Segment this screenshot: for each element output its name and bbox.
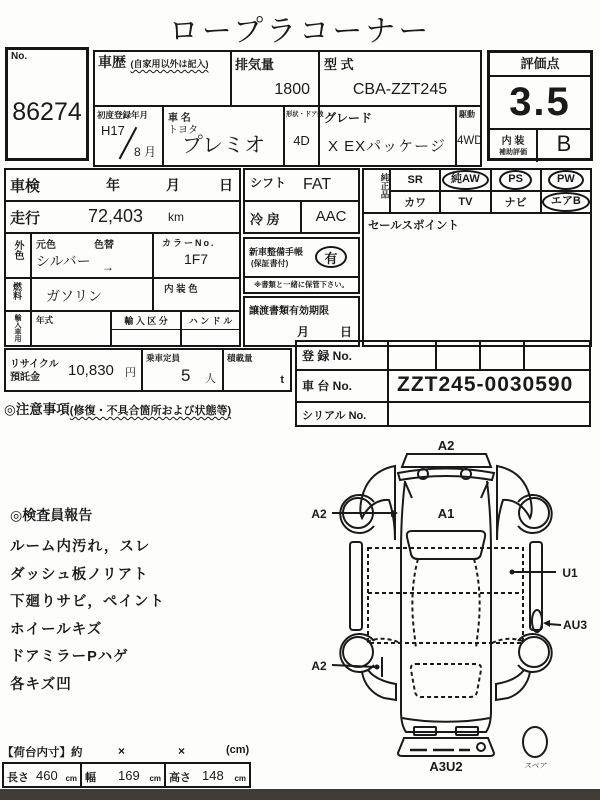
model-code-label: 型 式 bbox=[324, 57, 354, 72]
keep-documents-note: ※書類と一緒に保管下さい。 bbox=[245, 276, 358, 292]
shift-cell bbox=[243, 168, 360, 202]
day-label: 日 bbox=[219, 177, 233, 193]
label-underbody: U1 bbox=[562, 566, 578, 580]
drive-value: 4WD bbox=[457, 135, 483, 147]
au3-marker bbox=[532, 610, 542, 632]
displacement-label: 排気量 bbox=[235, 57, 275, 72]
car-name-value: プレミオ bbox=[181, 134, 266, 157]
score-label: 評価点 bbox=[490, 53, 590, 77]
color-no-value: 1F7 bbox=[183, 251, 209, 267]
mileage-value: 72,403 bbox=[88, 206, 144, 226]
caution-title: ◎注意事項 bbox=[4, 402, 70, 417]
import-class-label: 輸 入 区 分 bbox=[112, 314, 180, 330]
page-title: ロープラコーナー bbox=[168, 15, 432, 48]
maker-name: トヨタ bbox=[168, 125, 198, 136]
equipment-item: 純AW bbox=[441, 170, 491, 190]
orig-color-label: 元色 bbox=[36, 240, 56, 251]
fuel-value: ガソリン bbox=[46, 288, 102, 304]
equipment-item: TV bbox=[441, 192, 491, 212]
interior-score-value: B bbox=[556, 131, 572, 156]
mileage-row bbox=[4, 200, 241, 234]
roof-panel bbox=[402, 454, 491, 467]
exterior-color-row bbox=[4, 232, 241, 279]
cargo-heading: 【荷台内寸】約 bbox=[2, 747, 83, 759]
cargo-width-unit: cm bbox=[149, 774, 161, 783]
label-roof: A2 bbox=[437, 438, 455, 453]
mileage-unit: km bbox=[168, 210, 184, 224]
equipment-item: PW bbox=[542, 170, 590, 190]
color-change-arrow: → bbox=[102, 260, 114, 274]
cargo-width-cell bbox=[80, 762, 166, 788]
transfer-month-label: 月 bbox=[297, 325, 310, 339]
drive-cell bbox=[455, 105, 482, 167]
sales-point-label: セールスポイント bbox=[368, 220, 459, 232]
drive-label: 駆動 bbox=[459, 110, 475, 119]
rear-right-quarter bbox=[496, 670, 530, 700]
inspector-line: ドアミラーPハゲ bbox=[10, 649, 129, 665]
cargo-x2: × bbox=[178, 744, 186, 758]
cargo-height-unit: cm bbox=[234, 774, 246, 783]
caution-sub: (修復・不具合箇所および状態等) bbox=[69, 405, 232, 417]
front-right-door bbox=[497, 466, 532, 540]
capacity-value: 5 bbox=[181, 366, 191, 385]
shift-label: シフト bbox=[250, 176, 287, 190]
interior-label: 内 装 bbox=[501, 136, 525, 147]
car-name-label: 車 名 bbox=[168, 113, 191, 124]
label-spare: スペア bbox=[523, 761, 547, 770]
bottom-scan-bar bbox=[0, 789, 600, 800]
import-label: 輸入車用 bbox=[14, 314, 21, 342]
equipment-item: エアB bbox=[542, 192, 590, 212]
recycle-label-1: リサイクル bbox=[10, 359, 59, 370]
rear-bumper-panel bbox=[398, 738, 494, 756]
interior-color-label: 内 装 色 bbox=[164, 284, 198, 295]
inspector-line: 各キズ凹 bbox=[10, 676, 72, 693]
ac-label: 冷 房 bbox=[250, 212, 280, 227]
grade-label: グレード bbox=[324, 111, 373, 125]
front-left-door bbox=[360, 466, 395, 540]
shape-doors-label: 形状・ドア数 bbox=[286, 111, 324, 118]
first-registration-label: 初度登録年月 bbox=[97, 110, 149, 120]
recycle-deposit-cell bbox=[4, 348, 143, 392]
label-side-right: AU3 bbox=[562, 618, 588, 632]
cargo-width-value: 169 bbox=[118, 768, 140, 783]
cargo-height-label: 高さ bbox=[169, 772, 191, 784]
equipment-grid bbox=[362, 168, 592, 214]
score-box bbox=[487, 50, 593, 161]
ac-value: AAC bbox=[315, 208, 347, 225]
label-rear-left: A2 bbox=[311, 659, 327, 673]
score-value: 3.5 bbox=[509, 80, 571, 124]
first-registration-year: H17 bbox=[101, 123, 125, 138]
grade-value: X EXパッケージ bbox=[328, 138, 446, 155]
label-rear-bumper: A3U2 bbox=[429, 759, 463, 774]
cargo-x1: × bbox=[118, 744, 126, 758]
lot-number-value: 86274 bbox=[12, 98, 82, 126]
service-book-label: 新車整備手帳 bbox=[249, 247, 304, 257]
capacity-unit: 人 bbox=[205, 373, 216, 385]
shaken-row bbox=[4, 168, 241, 202]
registration-no-label: 登 録 No. bbox=[302, 349, 352, 363]
transfer-docs-label: 譲渡書類有効期限 bbox=[249, 306, 329, 317]
inspector-report-heading: ◎検査員報告 bbox=[10, 507, 93, 523]
cargo-unit-note: (cm) bbox=[226, 744, 250, 756]
interior-sub-label: 補助評価 bbox=[499, 149, 527, 156]
fuel-row bbox=[4, 277, 241, 312]
cargo-length-cell bbox=[2, 762, 82, 788]
cargo-length-unit: cm bbox=[65, 774, 77, 783]
registration-box bbox=[295, 340, 591, 427]
load-capacity-unit: t bbox=[280, 374, 284, 386]
spare-tire bbox=[523, 727, 547, 757]
mileage-label: 走行 bbox=[10, 210, 41, 227]
capacity-label: 乗車定員 bbox=[146, 353, 181, 363]
fuel-label: 燃料 bbox=[12, 282, 22, 300]
model-code-value: CBA-ZZT245 bbox=[352, 81, 448, 98]
label-hood: A1 bbox=[437, 506, 455, 521]
sales-point-box bbox=[362, 212, 592, 347]
recycle-value: 10,830 bbox=[68, 362, 114, 379]
equipment-item: ナビ bbox=[492, 192, 542, 212]
equipment-item: カワ bbox=[391, 192, 441, 212]
cargo-length-value: 460 bbox=[36, 768, 58, 783]
transfer-day-label: 日 bbox=[340, 325, 353, 339]
month-label: 月 bbox=[166, 177, 180, 193]
handle-label: ハ ン ド ル bbox=[182, 314, 239, 330]
car-diagram bbox=[298, 436, 594, 796]
import-year-label: 年式 bbox=[36, 315, 54, 325]
exterior-color-label: 外色 bbox=[12, 240, 23, 260]
shape-doors-cell bbox=[283, 105, 324, 167]
import-row bbox=[4, 310, 241, 347]
lot-number-label: No. bbox=[11, 51, 28, 62]
displacement-cell bbox=[230, 50, 320, 107]
recycle-label-2: 預託金 bbox=[10, 372, 40, 383]
load-capacity-cell bbox=[222, 348, 292, 392]
inspector-line: 下廻りサビ，ペイント bbox=[10, 594, 165, 610]
history-cell bbox=[93, 50, 232, 107]
recycle-unit: 円 bbox=[125, 367, 136, 379]
left-rocker bbox=[350, 542, 362, 630]
cargo-height-cell bbox=[164, 762, 251, 788]
inspector-line: ルーム内汚れ，スレ bbox=[10, 539, 151, 555]
rear-left-quarter bbox=[362, 670, 396, 700]
front-glass bbox=[407, 531, 485, 559]
inspector-report bbox=[10, 505, 290, 700]
caution-heading bbox=[4, 398, 231, 419]
lot-number-box bbox=[5, 47, 89, 161]
inspector-line: ダッシュ板ノリアト bbox=[10, 566, 149, 583]
displacement-value: 1800 bbox=[274, 81, 310, 98]
service-book-stamp: 有 bbox=[315, 246, 347, 268]
history-label: 車歴 bbox=[98, 54, 126, 70]
car-outline bbox=[332, 454, 561, 757]
color-change-label: 色替 bbox=[94, 240, 114, 251]
cowl-band bbox=[398, 469, 494, 481]
equipment-item: SR bbox=[391, 170, 441, 190]
front-right-wheel bbox=[519, 498, 549, 528]
capacity-cell bbox=[141, 348, 224, 392]
cargo-length-label: 長さ bbox=[7, 772, 29, 784]
inspector-line: ホイールキズ bbox=[10, 621, 103, 638]
orig-color-value: シルバー bbox=[36, 253, 91, 269]
label-front-left: A2 bbox=[311, 507, 327, 521]
service-book-sub: (保証書付) bbox=[251, 259, 289, 268]
shape-doors-value: 4D bbox=[293, 133, 310, 148]
chassis-no-label: 車 台 No. bbox=[302, 379, 352, 393]
service-book-box bbox=[243, 237, 360, 294]
first-registration-cell bbox=[93, 105, 164, 167]
history-note: (自家用以外は記入) bbox=[130, 59, 209, 69]
load-capacity-label: 積載量 bbox=[227, 353, 253, 363]
first-registration-month: 8 月 bbox=[133, 145, 156, 159]
equipment-label: 純正品 bbox=[364, 170, 391, 212]
cargo-height-value: 148 bbox=[202, 768, 224, 783]
shaken-label: 車検 bbox=[10, 178, 41, 195]
model-code-cell bbox=[318, 50, 482, 107]
equipment-item: PS bbox=[492, 170, 542, 190]
year-label: 年 bbox=[106, 177, 120, 193]
serial-no-label: シリアル No. bbox=[302, 410, 367, 422]
ac-cell bbox=[243, 200, 360, 234]
grade-cell bbox=[318, 105, 457, 167]
color-no-label: カラーNo. bbox=[162, 238, 216, 248]
chassis-no-value: ZZT245-0030590 bbox=[397, 373, 574, 396]
car-name-cell bbox=[162, 105, 285, 167]
cargo-width-label: 幅 bbox=[85, 772, 96, 784]
shift-value: FAT bbox=[303, 176, 332, 193]
